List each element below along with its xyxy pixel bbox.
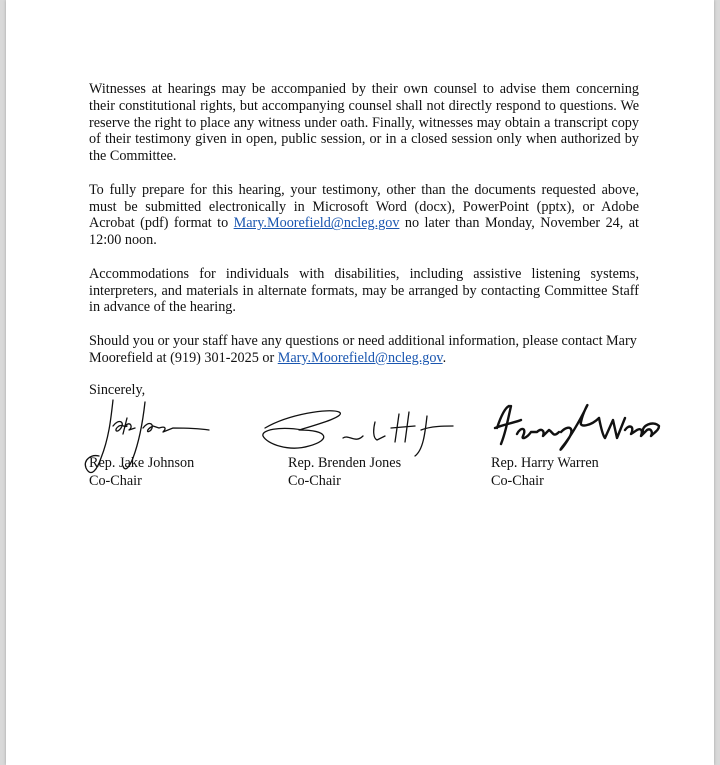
paragraph-testimony-submission xyxy=(89,182,639,249)
signer-name: Rep. Jake Johnson xyxy=(89,455,195,471)
signature-harry-warren xyxy=(491,398,661,458)
signer-name: Rep. Brenden Jones xyxy=(288,455,402,471)
signer-2 xyxy=(288,455,401,490)
testimony-text-start: To fully prepare for this hearing, your testimony, other than the documents requested above, must be submitted electronically in Microsoft Word (docx), PowerPoint (pptx), or Adobe Acrobat (pdf) format to xyxy=(89,181,639,232)
email-link[interactable]: Mary.Moorefield@ncleg.gov xyxy=(233,215,400,232)
letter-body xyxy=(89,81,639,383)
signature-block xyxy=(89,380,649,500)
signer-title: Co-Chair xyxy=(491,472,544,489)
paragraph-contact xyxy=(89,333,639,367)
signer-3 xyxy=(491,455,599,490)
contact-text-end: . xyxy=(442,349,447,366)
signer-1 xyxy=(89,455,194,490)
paragraph-accommodations: Accommodations for individuals with disabilities, including assistive listening systems, interpreters, and materials in alternate formats, may be arranged by contacting Committee Staff in advance of the hearing. xyxy=(89,265,639,316)
signer-title: Co-Chair xyxy=(89,472,142,489)
testimony-text-end: no later than Monday, November 24, at 12:00 noon. xyxy=(89,215,639,249)
closing: Sincerely, xyxy=(89,382,146,398)
signer-name: Rep. Harry Warren xyxy=(491,455,599,471)
signer-title: Co-Chair xyxy=(288,472,341,489)
letter-page xyxy=(6,0,714,765)
contact-text-start: Should you or your staff have any questions or need additional information, please contact Mary Moorefield at (919) 301-2025 or xyxy=(89,332,637,366)
paragraph-counsel: Witnesses at hearings may be accompanied by their own counsel to advise them concerning their constitutional rights, but accompanying counsel shall not directly respond to questions. We reserve the right to place any witness under oath. Finally, witnesses may obtain a transcript copy of their testimony given in open, public session, or in a closed session only when authorized by the Committee. xyxy=(89,81,639,165)
contact-email-link[interactable]: Mary.Moorefield@ncleg.gov xyxy=(277,349,443,366)
